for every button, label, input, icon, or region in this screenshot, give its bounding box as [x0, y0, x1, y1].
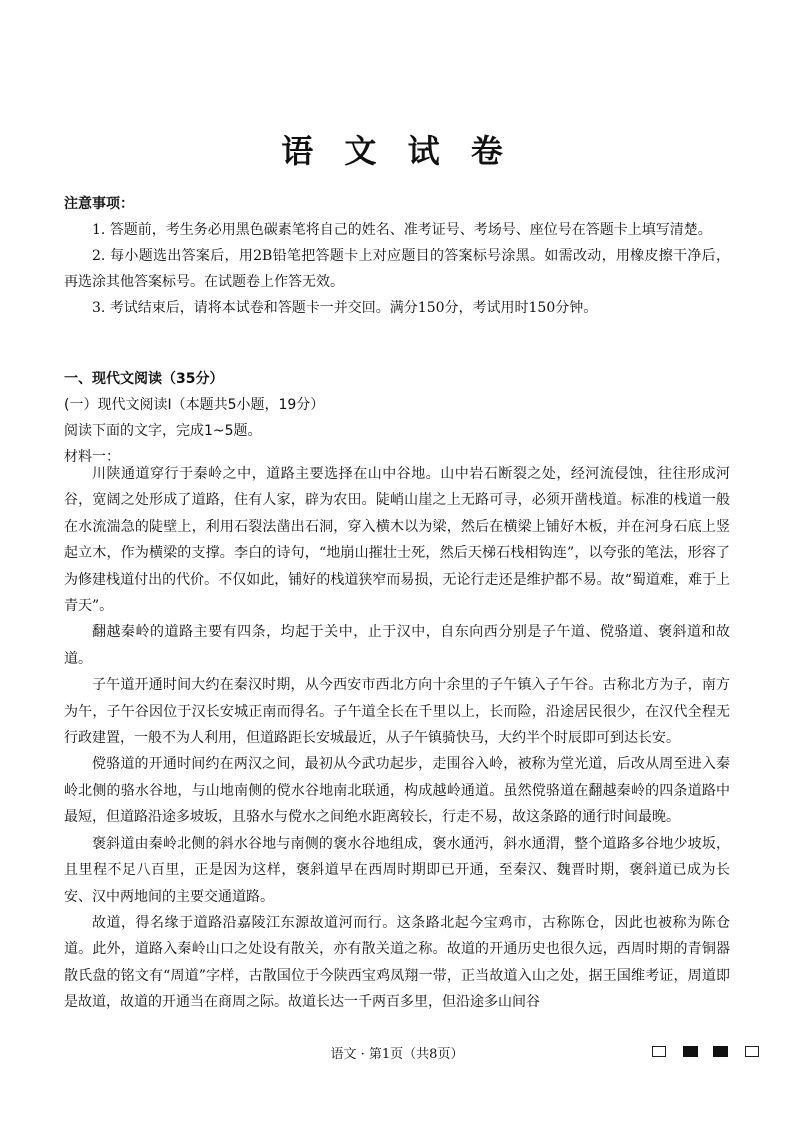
passage-paragraph: 故道，得名缘于道路沿嘉陵江东源故道河而行。这条路北起今宝鸡市，古称陈仓，因此也被称为陈仓道。此外，道路入秦岭山口之处设有散关，亦有散关道之称。故道的开通历史也很久远，西周时期的青铜器散氏盘的铭文有“周道”字样，古散国位于今陕西宝鸡凤翔一带，正当故道入山之处，据王国维考证，周道即是故道，故道的开通当在商周之际。故道长达一千两百多里，但沿途多山间谷 [64, 914, 730, 1011]
page-footer: 语文 · 第1页（共8页） [330, 1047, 464, 1062]
notes-list [64, 217, 730, 321]
passage-paragraph: 翻越秦岭的道路主要有四条，均起于关中，止于汉中，自东向西分别是子午道、傥骆道、褒斜道和故道。 [64, 624, 730, 667]
alignment-mark-hollow [745, 1046, 759, 1057]
passage-paragraph: 子午道开通时间大约在秦汉时期，从今西安市西北方向十余里的子午镇入子午谷。古称北方为子，南方为午，子午谷因位于汉长安城正南而得名。子午道全长在千里以上，长而险，沿途居民很少，在汉代全程无行政建置，一般不为人利用，但道路距长安城最近，从子午镇骑快马，大约半个时辰即可到达长安。 [64, 677, 730, 747]
section-instruction: 阅读下面的文字，完成1~5题。 [64, 423, 262, 439]
passage-paragraph: 褒斜道由秦岭北侧的斜水谷地与南侧的褒水谷地组成，褒水通沔，斜水通渭，整个道路多谷地少坡坂，且里程不足八百里，正是因为这样，褒斜道早在西周时期即已开通，至秦汉、魏晋时期，褒斜道已成为长安、汉中两地间的主要交通道路。 [64, 835, 730, 905]
section-subheading: (一）现代文阅读Ⅰ（本题共5小题，19分） [64, 397, 325, 413]
section-header [64, 366, 730, 470]
section-heading: 一、现代文阅读（35分） [64, 371, 224, 387]
alignment-mark-solid [713, 1046, 728, 1057]
scan-alignment-marks [652, 1046, 762, 1058]
material-label: 材料一： [64, 449, 120, 465]
alignment-mark-solid [683, 1046, 698, 1057]
note-item-3: 3. 考试结束后，请将本试卷和答题卡一并交回。满分150分，考试用时150分钟。 [92, 300, 598, 316]
exam-title: 语 文 试 卷 [281, 132, 513, 170]
alignment-mark-hollow [652, 1046, 666, 1057]
passage-paragraph: 傥骆道的开通时间约在两汉之间，最初从今武功起步，走围谷入岭，被称为堂光道，后改从周至进入秦岭北侧的骆水谷地，与山地南侧的傥水谷地南北联通，构成越岭通道。虽然傥骆道在翻越秦岭的四条道路中最短，但道路沿途多坡坂，且骆水与傥水之间绝水距离较长，行走不易，故这条路的通行时间最晚。 [64, 756, 730, 826]
note-item-2: 2. 每小题选出答案后，用2B铅笔把答题卡上对应题目的答案标号涂黑。如需改动，用橡皮擦干净后，再选涂其他答案标号。在试题卷上作答无效。 [64, 248, 730, 290]
note-item-1: 1. 答题前，考生务必用黑色碳素笔将自己的姓名、准考证号、考场号、座位号在答题卡上填写清楚。 [92, 222, 712, 238]
passage-paragraph: 川陕通道穿行于秦岭之中，道路主要选择在山中谷地。山中岩石断裂之处，经河流侵蚀，往往形成河谷，宽阔之处形成了道路，住有人家，辟为农田。陡峭山崖之上无路可寻，必须开凿栈道。标准的栈道一般在水流湍急的陡壁上，利用石裂法凿出石洞，穿入横木以为梁，然后在横梁上铺好木板，并在河身石底上竖起立木，作为横梁的支撑。李白的诗句，“地崩山摧壮士死，然后天梯石栈相钩连”，以夸张的笔法，形容了为修建栈道付出的代价。不仅如此，铺好的栈道狭窄而易损，无论行走还是维护都不易。故“蜀道难，难于上青天”。 [64, 466, 730, 615]
notes-heading: 注意事项： [64, 196, 134, 212]
reading-passage [64, 461, 730, 1016]
